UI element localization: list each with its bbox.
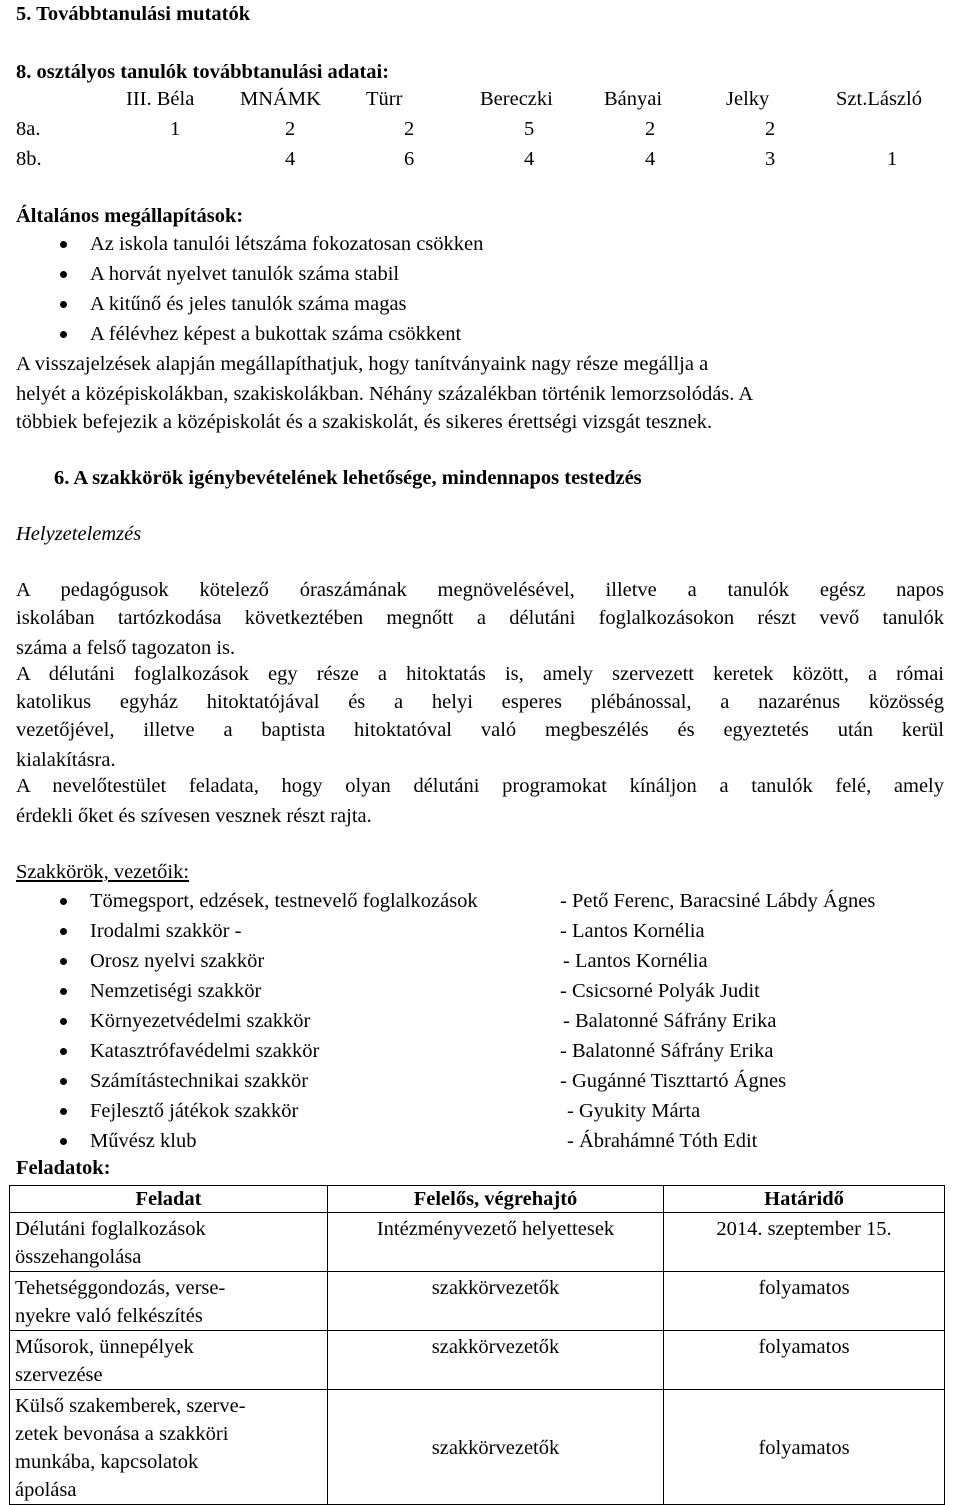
bullet-icon <box>60 1108 67 1115</box>
deadline-cell: folyamatos <box>664 1331 945 1390</box>
task-line: Külső szakemberek, szerve- <box>15 1395 246 1417</box>
bullet-icon <box>60 898 67 905</box>
club-name: Fejlesztő játékok szakkör <box>90 1100 299 1122</box>
header-deadline: Határidő <box>664 1186 945 1213</box>
paragraph-line: A pedagógusok kötelező óraszámának megnövelésével, illetve a tanulók egész napos <box>16 579 944 601</box>
clubs-title: Szakkörök, vezetőik: <box>16 861 190 883</box>
list-item: A kitűnő és jeles tanulók száma magas <box>90 293 407 315</box>
table-row <box>10 1272 945 1331</box>
bullet-icon <box>60 1138 67 1145</box>
bullet-icon <box>60 271 67 278</box>
task-line: Délutáni foglalkozások <box>15 1218 206 1240</box>
club-name: Nemzetiségi szakkör <box>90 980 262 1002</box>
bullet-icon <box>60 928 67 935</box>
bullet-icon <box>60 958 67 965</box>
paragraph-line: katolikus egyház hitoktatójával és a helyi esperes plébánossal, a nazarénus közösség <box>16 691 944 713</box>
paragraph-line: iskolában tartózkodása következtében megnőtt a délutáni foglalkozásokon részt vevő tanulók <box>16 607 944 629</box>
table-cell: 3 <box>765 148 776 170</box>
col-header-mnamk: MNÁMK <box>240 88 321 110</box>
list-item: Az iskola tanulói létszáma fokozatosan csökken <box>90 233 484 255</box>
bullet-icon <box>60 301 67 308</box>
task-cell <box>10 1390 328 1505</box>
task-line: nyekre való felkészítés <box>15 1305 203 1327</box>
table-cell: 1 <box>887 148 898 170</box>
club-name: Orosz nyelvi szakkör <box>90 950 265 972</box>
section-5-heading: 5. Továbbtanulási mutatók <box>16 3 251 25</box>
task-line: zetek bevonása a szakköri <box>15 1423 229 1445</box>
club-name: Tömegsport, edzések, testnevelő foglalkozások <box>90 890 478 912</box>
tasks-title: Feladatok: <box>16 1157 111 1179</box>
col-header-turr: Türr <box>366 88 403 110</box>
paragraph-line: száma a felső tagozaton is. <box>16 637 236 659</box>
table-cell: 1 <box>170 118 181 140</box>
table-cell: 5 <box>524 118 535 140</box>
row-label-8b: 8b. <box>16 148 42 170</box>
bullet-icon <box>60 1078 67 1085</box>
list-item: A horvát nyelvet tanulók száma stabil <box>90 263 400 285</box>
col-header-bereczki: Bereczki <box>480 88 553 110</box>
club-leader: - Lantos Kornélia <box>560 920 705 942</box>
table-header-row <box>10 1186 945 1213</box>
header-responsible: Felelős, végrehajtó <box>328 1186 664 1213</box>
situation-analysis-heading: Helyzetelemzés <box>16 523 142 545</box>
club-name: Katasztrófavédelmi szakkör <box>90 1040 320 1062</box>
club-leader: - Gugánné Tiszttartó Ágnes <box>560 1070 787 1092</box>
task-cell <box>10 1213 328 1272</box>
responsible-cell: szakkörvezetők <box>328 1272 664 1331</box>
task-line: Tehetséggondozás, verse- <box>15 1277 226 1299</box>
table-cell: 4 <box>524 148 535 170</box>
club-name: Művész klub <box>90 1130 197 1152</box>
paragraph-line: érdekli őket és szívesen vesznek részt rajta. <box>16 805 372 827</box>
col-header-banyai: Bányai <box>604 88 663 110</box>
header-task: Feladat <box>10 1186 328 1213</box>
table-cell: 4 <box>285 148 296 170</box>
deadline-cell: folyamatos <box>664 1272 945 1331</box>
paragraph-line: A nevelőtestület feladata, hogy olyan délutáni programokat kínáljon a tanulók felé, amely <box>16 775 944 797</box>
club-leader: - Balatonné Sáfrány Erika <box>560 1040 774 1062</box>
task-line: munkába, kapcsolatok <box>15 1451 199 1473</box>
section-6-heading: 6. A szakkörök igénybevételének lehetősége, mindennapos testedzés <box>54 467 642 489</box>
list-item: A félévhez képest a bukottak száma csökkent <box>90 323 462 345</box>
table-cell: 2 <box>404 118 415 140</box>
club-name: Számítástechnikai szakkör <box>90 1070 309 1092</box>
col-header-iii-bela: III. Béla <box>126 88 195 110</box>
table-row <box>10 1331 945 1390</box>
club-leader: - Balatonné Sáfrány Erika <box>563 1010 777 1032</box>
paragraph-line: vezetőjével, illetve a baptista hitoktatóval való megbeszélés és egyeztetés után kerül <box>16 719 944 741</box>
paragraph-line: kialakításra. <box>16 749 116 771</box>
club-name: Irodalmi szakkör - <box>90 920 242 942</box>
task-line: összehangolása <box>15 1246 142 1268</box>
club-leader: - Gyukity Márta <box>567 1100 701 1122</box>
col-header-jelky: Jelky <box>726 88 770 110</box>
deadline-cell: folyamatos <box>664 1390 945 1505</box>
bullet-icon <box>60 331 67 338</box>
deadline-cell: 2014. szeptember 15. <box>664 1213 945 1272</box>
club-leader: - Pető Ferenc, Baracsiné Lábdy Ágnes <box>560 890 876 912</box>
paragraph-line: többiek befejezik a középiskolát és a szakiskolát, és sikeres érettségi vizsgát tesznek. <box>16 411 713 433</box>
table-row <box>10 1390 945 1505</box>
table-cell: 4 <box>645 148 656 170</box>
row-label-8a: 8a. <box>16 118 41 140</box>
task-line: szervezése <box>15 1364 103 1386</box>
paragraph-line: A délutáni foglalkozások egy része a hitoktatás is, amely szervezett keretek között, a római <box>16 663 944 685</box>
bullet-icon <box>60 1018 67 1025</box>
responsible-cell: Intézményvezető helyettesek <box>328 1213 664 1272</box>
table-cell: 2 <box>285 118 296 140</box>
responsible-cell: szakkörvezetők <box>328 1331 664 1390</box>
table-cell: 2 <box>765 118 776 140</box>
section-5-subheading: 8. osztályos tanulók továbbtanulási adatai: <box>16 61 390 83</box>
task-line: Műsorok, ünnepélyek <box>15 1336 194 1358</box>
paragraph-line: A visszajelzések alapján megállapíthatjuk, hogy tanítványaink nagy része megállja a <box>16 353 709 375</box>
club-leader: - Lantos Kornélia <box>563 950 708 972</box>
club-leader: - Ábrahámné Tóth Edit <box>567 1130 758 1152</box>
task-cell <box>10 1272 328 1331</box>
bullet-icon <box>60 241 67 248</box>
col-header-szt-laszlo: Szt.László <box>836 88 922 110</box>
table-cell: 6 <box>404 148 415 170</box>
task-cell <box>10 1331 328 1390</box>
task-line: ápolása <box>15 1479 77 1501</box>
bullet-icon <box>60 988 67 995</box>
paragraph-line: helyét a középiskolákban, szakiskolákban. Néhány százalékban történik lemorzsolódás. A <box>16 383 754 405</box>
table-row <box>10 1213 945 1272</box>
bullet-icon <box>60 1048 67 1055</box>
club-leader: - Csicsorné Polyák Judit <box>560 980 760 1002</box>
responsible-cell: szakkörvezetők <box>328 1390 664 1505</box>
findings-title: Általános megállapítások: <box>16 205 244 227</box>
club-name: Környezetvédelmi szakkör <box>90 1010 311 1032</box>
table-cell: 2 <box>645 118 656 140</box>
tasks-table <box>9 1185 945 1505</box>
